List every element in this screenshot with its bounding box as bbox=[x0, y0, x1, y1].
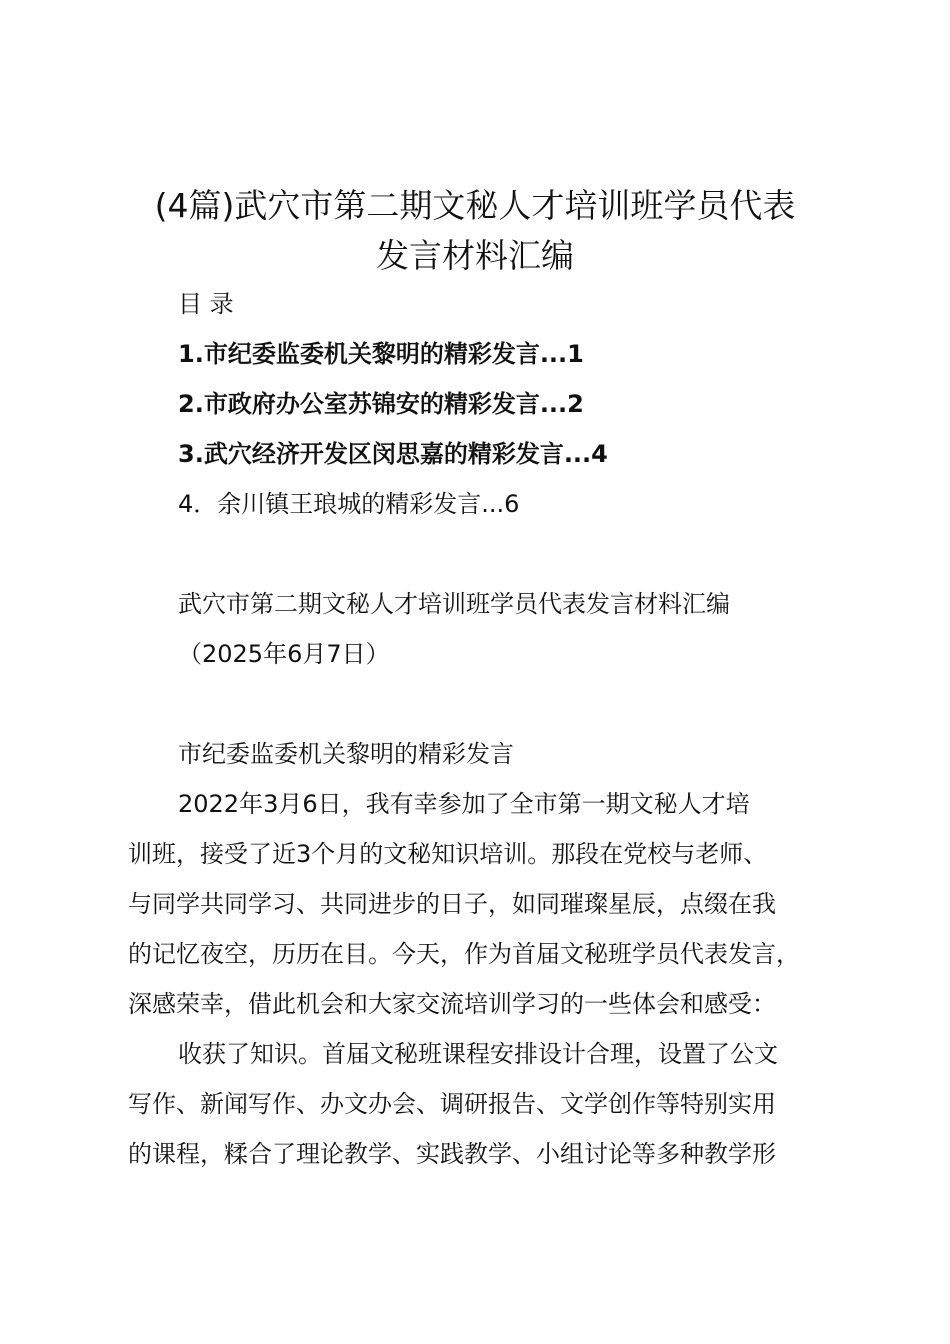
paragraph-line: 写作、新闻写作、办文办会、调研报告、文学创作等特别实用 bbox=[128, 1090, 776, 1118]
document-date: （2025年6月7日） bbox=[178, 640, 390, 668]
toc-heading: 目 录 bbox=[178, 290, 234, 318]
document-subtitle: 武穴市第二期文秘人才培训班学员代表发言材料汇编 bbox=[178, 590, 730, 618]
toc-item-4[interactable]: 4．余川镇王琅城的精彩发言...6 bbox=[178, 490, 520, 518]
paragraph-line: 收获了知识。首届文秘班课程安排设计合理，设置了公文 bbox=[178, 1040, 778, 1068]
paragraph-line: 深感荣幸，借此机会和大家交流培训学习的一些体会和感受： bbox=[128, 990, 776, 1018]
toc-item-2[interactable]: 2.市政府办公室苏锦安的精彩发言...2 bbox=[178, 390, 584, 418]
paragraph-line: 的课程，糅合了理论教学、实践教学、小组讨论等多种教学形 bbox=[128, 1140, 776, 1168]
document-title-line2: 发言材料汇编 bbox=[376, 236, 574, 275]
toc-item-3[interactable]: 3.武穴经济开发区闵思嘉的精彩发言...4 bbox=[178, 440, 608, 468]
paragraph-line: 与同学共同学习、共同进步的日子，如同璀璨星辰，点缀在我 bbox=[128, 890, 776, 918]
section-heading: 市纪委监委机关黎明的精彩发言 bbox=[178, 740, 514, 768]
toc-item-1[interactable]: 1.市纪委监委机关黎明的精彩发言...1 bbox=[178, 340, 584, 368]
paragraph-line: 的记忆夜空，历历在目。今天，作为首届文秘班学员代表发言， bbox=[128, 940, 800, 968]
document-title-line1: (4篇)武穴市第二期文秘人才培训班学员代表 bbox=[154, 186, 796, 225]
paragraph-line: 2022年3月6日，我有幸参加了全市第一期文秘人才培 bbox=[178, 790, 750, 818]
paragraph-line: 训班，接受了近3个月的文秘知识培训。那段在党校与老师、 bbox=[128, 840, 768, 868]
